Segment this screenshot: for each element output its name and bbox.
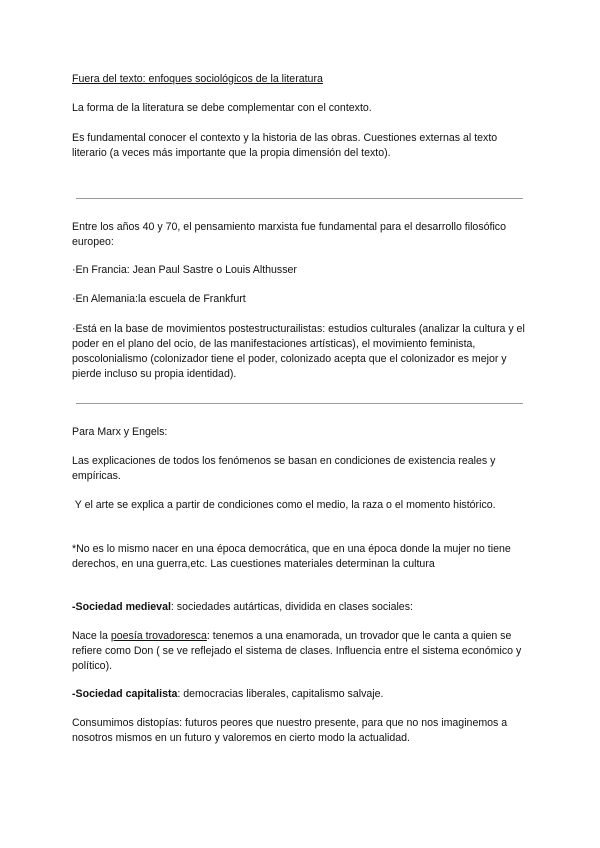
capitalista-text: : democracias liberales, capitalismo salvaje.	[177, 688, 384, 700]
medieval-paragraph	[72, 600, 532, 615]
intro-paragraph: La forma de la literatura se debe complementar con el contexto.	[72, 102, 372, 114]
poesia-trovadoresca-link[interactable]: poesía trovadoresca	[110, 630, 207, 642]
page-title: Fuera del texto: enfoques sociológicos de la literatura	[72, 73, 323, 85]
medieval-label: -Sociedad medieval	[72, 601, 171, 613]
capitalista-paragraph	[72, 687, 532, 702]
marx-engels-heading: Para Marx y Engels:	[72, 426, 168, 438]
marxism-francia: ·En Francia: Jean Paul Sastre o Louis Althusser	[72, 264, 297, 276]
nace-post: : tenemos a una enamorada, un trovador que le canta a quien se refiere como Don ( se ve reflejado el sistema de clases. Influencia entre el sistema económico y político).	[72, 630, 522, 672]
context-paragraph: Es fundamental conocer el contexto y la historia de las obras. Cuestiones externas al texto literario (a veces más importante que la propia dimensión del texto).	[72, 132, 498, 159]
nace-pre: Nace la	[72, 630, 111, 642]
distopias-paragraph: Consumimos distopías: futuros peores que nuestro presente, para que no nos imaginemos a nosotros mismos en un futuro y valoremos en cierto modo la actualidad.	[72, 717, 508, 744]
divider-2	[76, 403, 523, 404]
trovadoresca-paragraph	[72, 629, 532, 674]
marxism-alemania: ·En Alemania:la escuela de Frankfurt	[72, 293, 246, 305]
marxism-base: ·Está en la base de movimientos postestructurailistas: estudios culturales (analizar la cultura y el poder en el plano del ocio, de las manifestaciones artísticas), el movimiento feminista, poscolonialismo (colonizador tiene el poder, colonizado acepta que el colonizador es mejor y pierde incluso su propia identidad).	[72, 323, 525, 380]
arte-paragraph: Y el arte se explica a partir de condiciones como el medio, la raza o el momento histórico.	[72, 499, 496, 511]
marxism-intro: Entre los años 40 y 70, el pensamiento marxista fue fundamental para el desarrollo filosófico europeo:	[72, 221, 506, 248]
medieval-text: : sociedades autárticas, dividida en clases sociales:	[170, 601, 413, 613]
explicaciones-paragraph: Las explicaciones de todos los fenómenos se basan en condiciones de existencia reales y empíricas.	[72, 455, 496, 482]
capitalista-label: -Sociedad capitalista	[72, 688, 178, 700]
nota-paragraph: *No es lo mismo nacer en una época democrática, que en una época donde la mujer no tiene derechos, en una guerra,etc. Las cuestiones materiales determinan la cultura	[72, 543, 511, 570]
divider-1	[76, 198, 523, 199]
